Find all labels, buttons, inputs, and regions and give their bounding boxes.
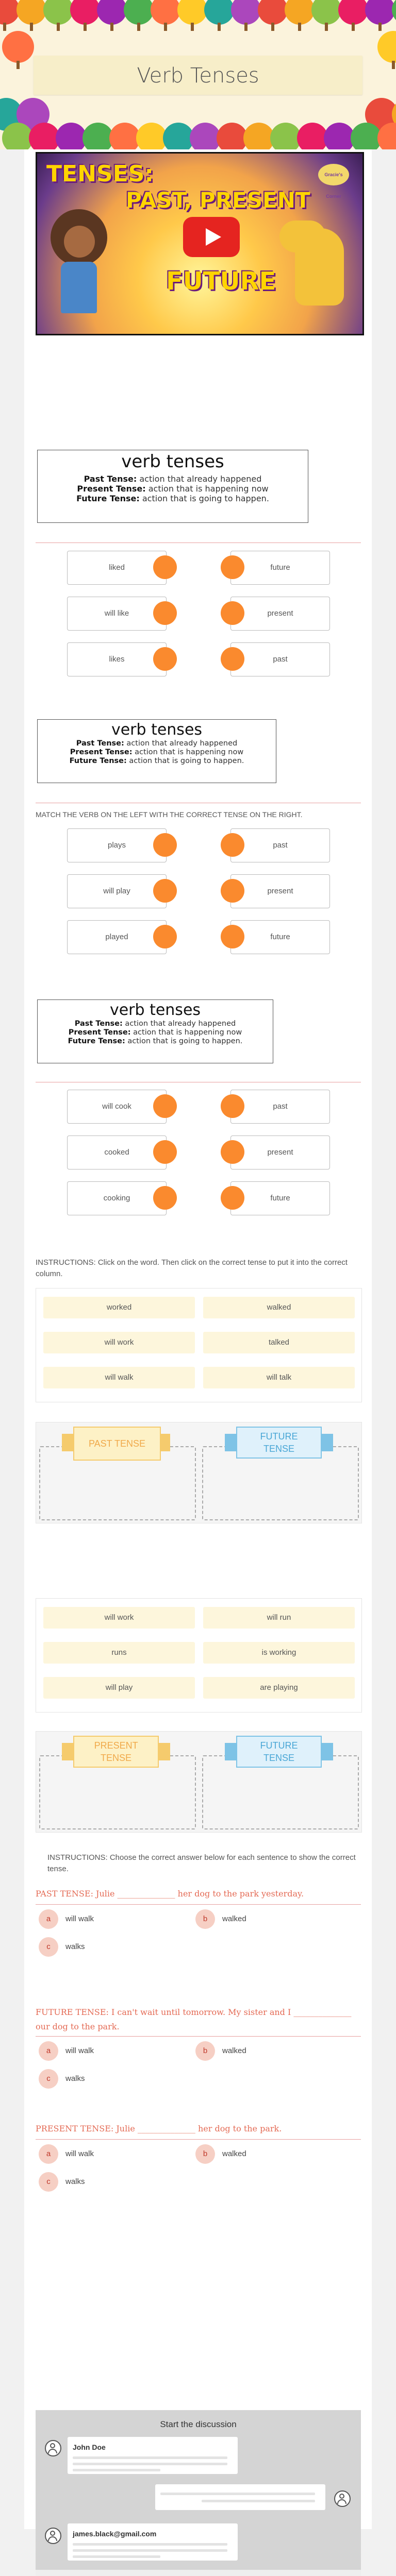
present-tense-label: PRESENT TENSE xyxy=(73,1736,159,1768)
match-connector-dot[interactable] xyxy=(153,833,177,857)
match-connector-dot[interactable] xyxy=(153,555,177,579)
verb-tenses-title: verb tenses xyxy=(111,721,203,739)
match-connector-dot[interactable] xyxy=(221,601,244,625)
dinosaur-head xyxy=(279,221,326,252)
tree-icon xyxy=(365,0,395,25)
word-bank-2 xyxy=(36,1598,362,1713)
tree-icon xyxy=(324,123,355,149)
tree-trunk xyxy=(30,23,33,31)
video-player[interactable] xyxy=(36,152,364,335)
past-label: Past Tense: xyxy=(76,739,124,748)
match-connector-dot[interactable] xyxy=(221,925,244,948)
match-right-item[interactable]: past xyxy=(230,642,330,676)
tree-trunk xyxy=(57,23,60,31)
video-title-line1: TENSES: xyxy=(46,161,154,187)
tree-icon xyxy=(297,123,328,149)
verb-tenses-card xyxy=(37,450,308,523)
match-left-item[interactable]: will cook xyxy=(67,1090,167,1124)
comment-bubble xyxy=(68,2437,238,2474)
comment-author: james.black@gmail.com xyxy=(73,2530,157,2538)
past-label: Past Tense: xyxy=(84,474,137,484)
tree-trunk xyxy=(137,23,140,31)
match-left-item[interactable]: plays xyxy=(67,828,167,862)
option-text[interactable]: will walk xyxy=(65,2046,94,2055)
tree-icon xyxy=(377,31,396,63)
match-instruction: MATCH THE VERB ON THE LEFT WITH THE CORRECT TENSE ON THE RIGHT. xyxy=(36,810,303,819)
option-letter[interactable]: b xyxy=(195,1909,215,1929)
match-connector-dot[interactable] xyxy=(221,879,244,903)
tree-icon xyxy=(136,123,167,149)
past-tense-ribbon xyxy=(62,1427,170,1459)
tree-icon xyxy=(177,0,207,25)
future-tense-label: FUTURE TENSE xyxy=(236,1736,322,1768)
divider xyxy=(36,2036,361,2037)
match-connector-dot[interactable] xyxy=(221,647,244,671)
present-definition: action that is happening now xyxy=(148,484,269,494)
tree-icon xyxy=(311,0,341,25)
match-connector-dot[interactable] xyxy=(221,555,244,579)
match-connector-dot[interactable] xyxy=(221,833,244,857)
tree-icon xyxy=(56,123,87,149)
future-label: Future Tense: xyxy=(68,1037,125,1045)
match-right-item[interactable]: present xyxy=(230,597,330,631)
tree-icon xyxy=(392,0,396,25)
match-connector-dot[interactable] xyxy=(221,1140,244,1164)
tree-icon xyxy=(190,123,221,149)
word-card[interactable]: will play xyxy=(43,1677,195,1699)
word-card[interactable]: will run xyxy=(203,1607,355,1629)
match-right-item[interactable]: future xyxy=(230,1181,330,1215)
option-text[interactable]: will walk xyxy=(65,1914,94,1923)
tree-icon xyxy=(285,0,315,25)
comment-author: John Doe xyxy=(73,2443,106,2451)
future-definition: action that is going to happen. xyxy=(127,1037,243,1045)
match-left-item[interactable]: will like xyxy=(67,597,167,631)
match-connector-dot[interactable] xyxy=(221,1094,244,1118)
user-avatar-icon xyxy=(334,2490,351,2507)
match-left-item[interactable]: played xyxy=(67,920,167,954)
word-card[interactable]: will work xyxy=(43,1332,195,1353)
tree-icon xyxy=(204,0,234,25)
word-card[interactable]: is working xyxy=(203,1642,355,1664)
tree-icon xyxy=(97,0,127,25)
user-avatar-icon xyxy=(45,2528,61,2544)
option-text[interactable]: will walk xyxy=(65,2149,94,2158)
match-connector-dot[interactable] xyxy=(221,1186,244,1210)
match-right-item[interactable]: present xyxy=(230,1136,330,1170)
tree-trunk xyxy=(191,23,194,31)
question-text: PAST TENSE: Julie ______________ her dog to the park yesterday. xyxy=(36,1889,304,1899)
present-label: Present Tense: xyxy=(77,484,146,494)
option-text[interactable]: walked xyxy=(222,2149,246,2158)
tree-icon xyxy=(70,0,100,25)
option-text[interactable]: walks xyxy=(65,1942,85,1951)
word-card[interactable]: runs xyxy=(43,1642,195,1664)
match-connector-dot[interactable] xyxy=(153,1140,177,1164)
match-left-item[interactable]: cooked xyxy=(67,1136,167,1170)
match-connector-dot[interactable] xyxy=(153,601,177,625)
divider xyxy=(36,2139,361,2140)
past-definition: action that already happened xyxy=(139,474,262,484)
tree-trunk xyxy=(352,23,355,31)
word-card[interactable]: walked xyxy=(203,1297,355,1318)
word-card[interactable]: will talk xyxy=(203,1367,355,1388)
present-label: Present Tense: xyxy=(68,1028,131,1037)
future-tense-label: FUTURE TENSE xyxy=(236,1427,322,1459)
match-left-item[interactable]: cooking xyxy=(67,1181,167,1215)
option-letter[interactable]: c xyxy=(39,2172,58,2192)
match-right-item[interactable]: present xyxy=(230,874,330,908)
verb-tenses-title: verb tenses xyxy=(121,451,224,472)
video-title-line2: PAST, PRESENT xyxy=(126,188,310,213)
verb-tenses-card xyxy=(37,719,276,783)
girl-face xyxy=(64,226,95,258)
tree-icon xyxy=(16,0,46,25)
option-letter[interactable]: a xyxy=(39,1909,58,1929)
header-banner xyxy=(0,0,396,149)
future-tense-ribbon xyxy=(225,1427,333,1459)
tree-trunk xyxy=(271,23,274,31)
girl-body xyxy=(61,262,97,313)
match-connector-dot[interactable] xyxy=(153,647,177,671)
tree-icon xyxy=(82,123,113,149)
tree-trunk xyxy=(298,23,301,31)
play-icon[interactable] xyxy=(183,217,240,257)
tree-trunk xyxy=(84,23,87,31)
match-connector-dot[interactable] xyxy=(153,1186,177,1210)
option-letter[interactable]: c xyxy=(39,2069,58,2089)
channel-logo: Gracie's Corner xyxy=(318,164,349,185)
match-connector-dot[interactable] xyxy=(153,879,177,903)
option-text[interactable]: walks xyxy=(65,2074,85,2083)
discussion-panel xyxy=(36,2410,361,2576)
title-banner xyxy=(34,56,362,95)
present-definition: action that is happening now xyxy=(135,748,244,756)
tree-icon xyxy=(338,0,368,25)
word-card[interactable]: are playing xyxy=(203,1677,355,1699)
match-left-item[interactable]: likes xyxy=(67,642,167,676)
discussion-title: Start the discussion xyxy=(160,2419,237,2429)
option-letter[interactable]: b xyxy=(195,2144,215,2164)
sort-buckets-1 xyxy=(36,1422,362,1523)
categorize-instruction: INSTRUCTIONS: Click on the word. Then click on the correct tense to put it into the correct column. xyxy=(36,1258,348,1278)
comment-input-row xyxy=(36,2570,361,2576)
past-label: Past Tense: xyxy=(74,1020,123,1028)
future-label: Future Tense: xyxy=(76,494,140,503)
page-title: Verb Tenses xyxy=(137,64,259,88)
tree-icon xyxy=(243,123,274,149)
word-bank-1 xyxy=(36,1288,362,1402)
tree-icon xyxy=(2,123,33,149)
option-letter[interactable]: a xyxy=(39,2041,58,2061)
match-right-item[interactable]: past xyxy=(230,828,330,862)
tree-icon xyxy=(124,0,154,25)
option-text[interactable]: walked xyxy=(222,2046,246,2055)
word-card[interactable]: talked xyxy=(203,1332,355,1353)
option-text[interactable]: walked xyxy=(222,1914,246,1923)
future-definition: action that is going to happen. xyxy=(142,494,269,503)
tree-trunk xyxy=(16,61,20,69)
tree-trunk xyxy=(325,23,328,31)
tree-icon xyxy=(163,123,194,149)
tree-icon xyxy=(43,0,73,25)
past-tense-label: PAST TENSE xyxy=(73,1427,161,1461)
mc-instruction: INSTRUCTIONS: Choose the correct answer below for each sentence to show the correct tense. xyxy=(47,1853,356,1873)
tree-trunk xyxy=(3,23,6,31)
tree-trunk xyxy=(378,23,382,31)
future-tense-ribbon xyxy=(225,1736,333,1768)
tree-icon xyxy=(270,123,301,149)
divider xyxy=(36,1904,361,1905)
tree-icon xyxy=(2,31,34,63)
present-tense-ribbon xyxy=(62,1736,170,1768)
tree-icon xyxy=(217,123,248,149)
match-left-item[interactable]: will play xyxy=(67,874,167,908)
question-text: PRESENT TENSE: Julie ______________ her dog to the park. xyxy=(36,2124,282,2133)
option-letter[interactable]: b xyxy=(195,2041,215,2061)
tree-trunk xyxy=(392,61,395,69)
past-definition: action that already happened xyxy=(125,1020,236,1028)
tree-icon xyxy=(151,0,180,25)
tree-trunk xyxy=(244,23,248,31)
worksheet-page xyxy=(24,149,372,2538)
present-definition: action that is happening now xyxy=(133,1028,242,1037)
tree-icon xyxy=(258,0,288,25)
match-connector-dot[interactable] xyxy=(153,1094,177,1118)
future-label: Future Tense: xyxy=(69,757,127,765)
comment-bubble xyxy=(155,2484,325,2510)
question-text: FUTURE TENSE: I can't wait until tomorrow. My sister and I ______________ our dog to the park. xyxy=(36,2007,352,2031)
match-right-item[interactable]: future xyxy=(230,551,330,585)
tree-icon xyxy=(351,123,382,149)
tree-icon xyxy=(29,123,60,149)
match-right-item[interactable]: future xyxy=(230,920,330,954)
word-card[interactable]: worked xyxy=(43,1297,195,1318)
word-card[interactable]: will walk xyxy=(43,1367,195,1388)
user-avatar-icon xyxy=(45,2440,61,2456)
future-definition: action that is going to happen. xyxy=(129,757,244,765)
sort-buckets-2 xyxy=(36,1731,362,1833)
verb-tenses-card xyxy=(37,999,273,1063)
tree-trunk xyxy=(218,23,221,31)
match-connector-dot[interactable] xyxy=(153,925,177,948)
tree-trunk xyxy=(110,23,113,31)
option-letter[interactable]: a xyxy=(39,2144,58,2164)
word-card[interactable]: will work xyxy=(43,1607,195,1629)
past-definition: action that already happened xyxy=(126,739,238,748)
video-title-line3: FUTURE xyxy=(166,267,276,296)
tree-icon xyxy=(231,0,261,25)
tree-trunk xyxy=(164,23,167,31)
option-letter[interactable]: c xyxy=(39,1937,58,1957)
verb-tenses-title: verb tenses xyxy=(109,1001,201,1019)
match-left-item[interactable]: liked xyxy=(67,551,167,585)
present-label: Present Tense: xyxy=(70,748,133,756)
match-right-item[interactable]: past xyxy=(230,1090,330,1124)
option-text[interactable]: walks xyxy=(65,2177,85,2186)
tree-icon xyxy=(109,123,140,149)
